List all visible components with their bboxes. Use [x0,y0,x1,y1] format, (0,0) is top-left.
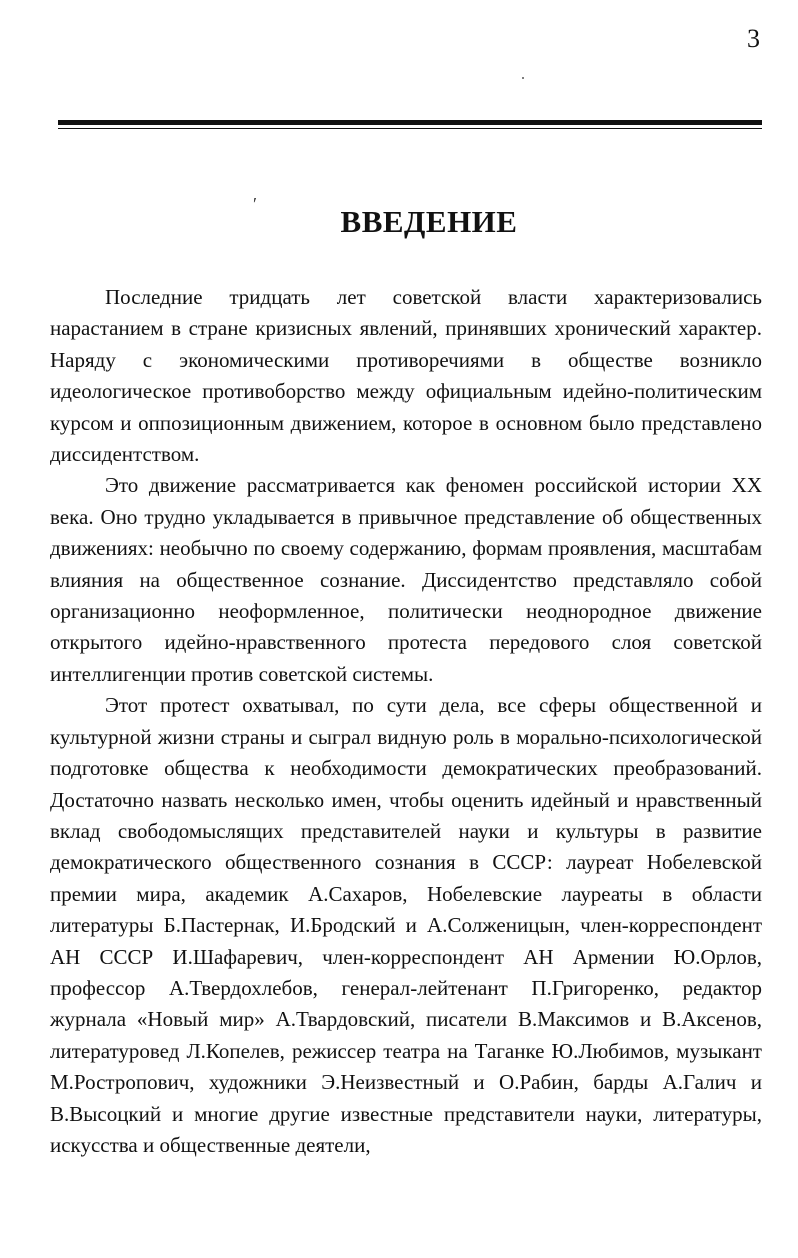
scan-speck [522,77,524,79]
paragraph-1: Последние тридцать лет советской власти характеризовались нарастанием в стране кризисных явлений, принявших хронический характер. Наряду с экономическими противоречиями в обществе возникло идеологическое противоборство между официальным идейно-политическим курсом и оппозиционным движением, которое в основном было представлено диссидентством. [50,285,762,467]
header-rule-thin [58,128,762,129]
page-title: ВВЕДЕНИЕ [340,204,518,239]
header-rule-thick [58,120,762,125]
paragraph-3: Этот протест охватывал, по сути дела, все сферы общественной и культурной жизни страны и сыграл видную роль в морально-психологической подготовке общества к необходимости демократических преобразований. Достаточно назвать несколько имен, чтобы оценить идейный и нравственный вклад свободомыслящих представителей науки и культуры в развитие демократического общественного сознания в СССР: лауреат Нобелевской премии мира, академик А.Сахаров, Нобелевские лауреаты в области литературы Б.Пастернак, И.Бродский и А.Солженицын, член-корреспондент АН СССР И.Шафаревич, член-корреспондент АН Армении Ю.Орлов, профессор А.Твердохлебов, генерал-лейтенант П.Григоренко, редактор журнала «Новый мир» А.Твардовский, писатели В.Максимов и В.Аксенов, литературовед Л.Копелев, режиссер театра на Таганке Ю.Любимов, музыкант М.Ростропович, художники Э.Неизвестный и О.Рабин, барды А.Галич и В.Высоцкий и многие другие известные представители науки, литературы, искусства и общественные деятели, [50,693,762,1157]
body-text [50,282,762,1161]
page-number: 3 [747,24,760,53]
stray-mark: ′ [253,194,257,214]
paragraph-2: Это движение рассматривается как феномен российской истории XX века. Оно трудно укладывается в привычное представление об общественных движениях: необычно по своему содержанию, формам проявления, масштабам влияния на общественное сознание. Диссидентство представляло собой организационно неоформленное, политически неоднородное движение открытого идейно-нравственного протеста передового слоя советской интеллигенции против советской системы. [50,473,762,686]
